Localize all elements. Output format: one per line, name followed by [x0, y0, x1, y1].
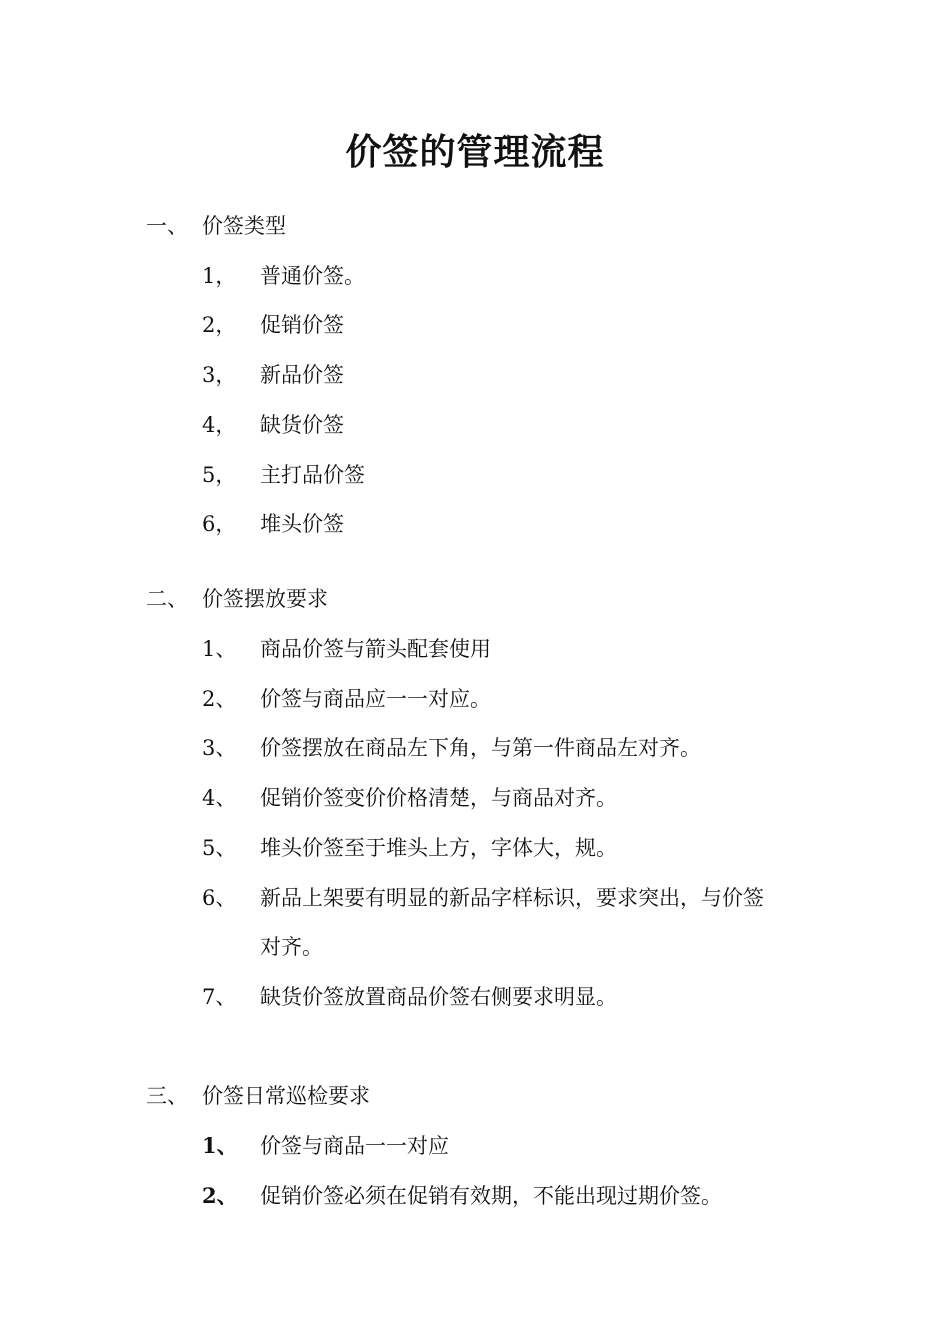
section-number: 一、 [146, 214, 188, 238]
item-number: 3、 [202, 736, 237, 760]
item-text: 价签摆放在商品左下角，与第一件商品左对齐。 [260, 736, 701, 760]
item-text: 促销价签 [260, 313, 344, 337]
section-title: 价签日常巡检要求 [202, 1084, 370, 1108]
document-title: 价签的管理流程 [345, 131, 605, 173]
section-title: 价签摆放要求 [202, 587, 328, 611]
item-number: 5， [202, 463, 237, 487]
item-text: 新品上架要有明显的新品字样标识，要求突出，与价签 [260, 886, 764, 910]
section-title: 价签类型 [202, 214, 286, 238]
item-text: 促销价签必须在促销有效期，不能出现过期价签。 [260, 1184, 722, 1208]
item-text: 缺货价签 [260, 413, 344, 437]
section-number: 三、 [146, 1084, 188, 1108]
item-text: 堆头价签 [260, 512, 344, 536]
item-number: 3， [202, 363, 237, 387]
item-number: 1、 [202, 637, 237, 661]
list-item [202, 883, 822, 963]
item-text: 堆头价签至于堆头上方，字体大，规。 [260, 836, 617, 860]
item-number: 6、 [202, 886, 237, 910]
item-text: 价签与商品一一对应 [260, 1134, 449, 1158]
item-text: 价签与商品应一一对应。 [260, 687, 491, 711]
item-number: 2， [202, 313, 237, 337]
item-number: 2、 [202, 1183, 238, 1208]
item-text: 商品价签与箭头配套使用 [260, 637, 491, 661]
item-number: 4、 [202, 786, 237, 810]
item-number: 1、 [202, 1133, 238, 1158]
item-number: 4， [202, 413, 237, 437]
item-number: 7、 [202, 985, 237, 1009]
item-text-continued: 对齐。 [260, 935, 323, 959]
item-text: 缺货价签放置商品价签右侧要求明显。 [260, 985, 617, 1009]
item-text: 普通价签。 [260, 264, 365, 288]
item-number: 2、 [202, 687, 237, 711]
item-number: 1， [202, 264, 237, 288]
item-text: 促销价签变价价格清楚，与商品对齐。 [260, 786, 617, 810]
item-text: 新品价签 [260, 363, 344, 387]
item-text: 主打品价签 [260, 463, 365, 487]
item-number: 5、 [202, 836, 237, 860]
section-number: 二、 [146, 587, 188, 611]
item-number: 6， [202, 512, 237, 536]
